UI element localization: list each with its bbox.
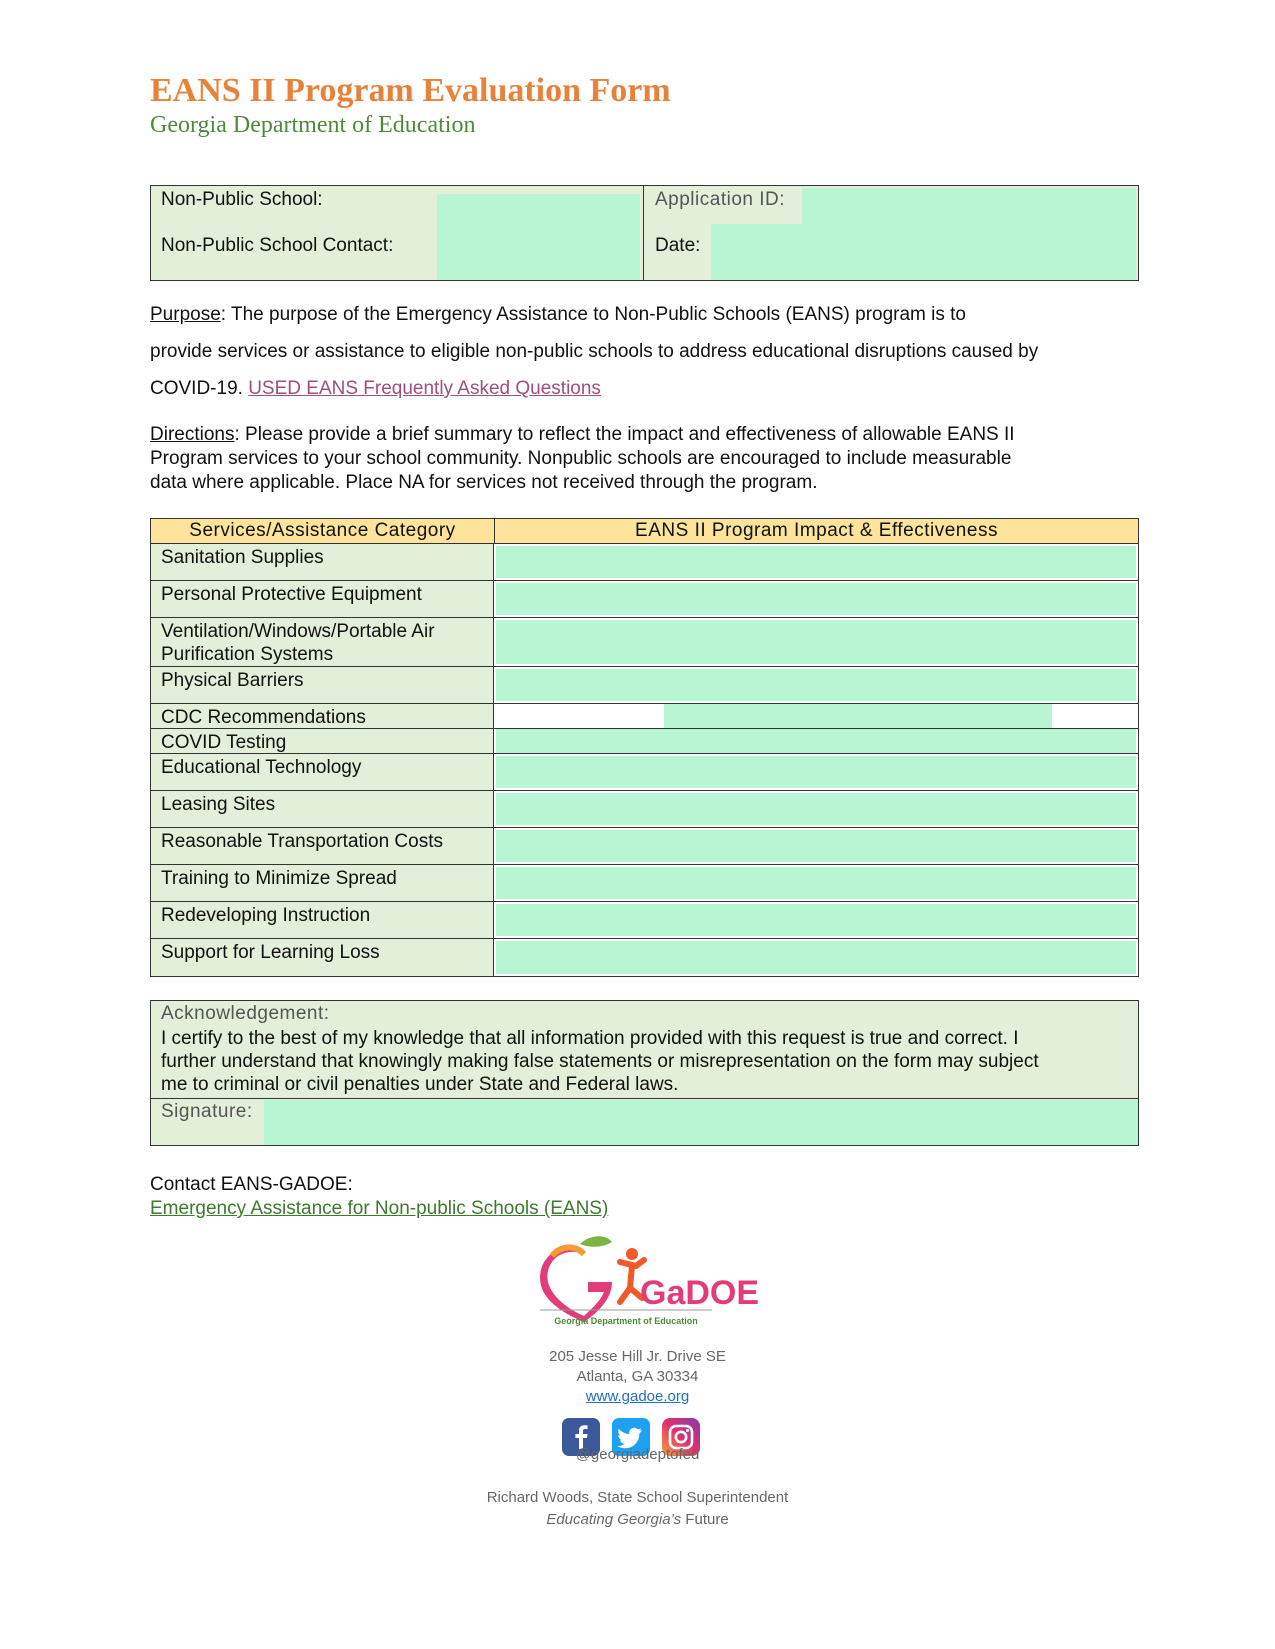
impact-input[interactable] [496,793,1136,825]
table-row [151,667,1138,704]
table-row [151,791,1138,828]
info-box-divider [643,186,644,280]
social-handle: @georgiadeptofed [575,1446,700,1463]
impact-input[interactable] [496,669,1136,701]
eans-contact-link[interactable]: Emergency Assistance for Non-public Schools (EANS) [150,1198,609,1219]
category-cell [151,618,494,666]
acknowledgement-text [161,1027,1039,1096]
used-eans-faq-link[interactable]: USED EANS Frequently Asked Questions [248,378,601,399]
category-label: Leasing Sites [161,794,276,815]
purpose-label: Purpose [150,304,221,325]
table-row [151,939,1138,976]
table-row [151,902,1138,939]
category-label-line-2: Purification Systems [161,644,334,665]
form-subtitle: Georgia Department of Education [150,112,476,138]
services-table-header [151,519,1138,544]
gadoe-logo [540,1232,760,1332]
impact-input[interactable] [496,729,1136,753]
services-table [150,518,1139,977]
directions-paragraph [150,423,1140,495]
acknowledgement-divider [151,1098,1138,1099]
signature-field[interactable] [264,1100,1138,1145]
form-title: EANS II Program Evaluation Form [150,72,671,109]
category-cell [151,544,494,580]
table-row [151,828,1138,865]
contact-label: Non-Public School Contact: [161,235,394,256]
purpose-line-2: provide services or assistance to eligible non-public schools to address educational disruptions caused by [150,341,1039,362]
table-row [151,865,1138,902]
directions-line-2: Program services to your school community. Nonpublic schools are encouraged to include measurable [150,448,1012,469]
purpose-line-1: : The purpose of the Emergency Assistance to Non-Public Schools (EANS) program is to [220,304,967,325]
impact-input[interactable] [496,904,1136,936]
website-link[interactable]: www.gadoe.org [585,1388,690,1405]
date-field[interactable] [711,224,1136,280]
school-info-box [150,185,1139,281]
contact-section [150,1173,608,1221]
category-cell [151,828,494,864]
logo-text: GaDOE [640,1274,760,1312]
impact-input[interactable] [496,583,1136,615]
gadoe-logo-graphic [540,1232,760,1332]
directions-line-1: : Please provide a brief summary to reflect the impact and effectiveness of allowable EANS II [234,424,1015,445]
impact-input[interactable] [664,704,1052,728]
acknowledgement-line-2: further understand that knowingly making false statements or misrepresentation on the form may subject [161,1051,1039,1072]
category-cell [151,791,494,827]
application-id-field[interactable] [802,188,1136,224]
acknowledgement-line-1: I certify to the best of my knowledge that all information provided with this request is true and correct. I [161,1028,1019,1049]
category-cell [151,729,494,753]
application-id-label: Application ID: [655,189,786,210]
motto [0,1509,1275,1531]
logo-tagline: Georgia Department of Education [554,1316,698,1326]
purpose-paragraph [150,296,1140,407]
category-label: COVID Testing [161,732,287,753]
date-label: Date: [655,235,701,256]
impact-input[interactable] [496,620,1136,664]
table-row [151,729,1138,754]
category-cell [151,704,494,728]
address-block [0,1347,1275,1407]
directions-label: Directions [150,424,235,445]
table-row [151,544,1138,581]
school-name-field[interactable] [437,194,640,280]
category-cell [151,902,494,938]
category-label: Physical Barriers [161,670,304,691]
category-label: Educational Technology [161,757,362,778]
category-cell [151,939,494,976]
impact-input[interactable] [496,941,1136,974]
contact-label: Contact EANS-GADOE: [150,1174,353,1195]
motto-rest: Future [681,1511,729,1528]
category-label: Redeveloping Instruction [161,905,371,926]
category-label: Training to Minimize Spread [161,868,397,889]
impact-input[interactable] [496,830,1136,862]
acknowledgement-label: Acknowledgement: [161,1003,330,1024]
table-row [151,704,1138,729]
acknowledgement-box [150,1000,1139,1146]
acknowledgement-line-3: me to criminal or civil penalties under State and Federal laws. [161,1074,679,1095]
school-label: Non-Public School: [161,189,323,210]
category-label: Reasonable Transportation Costs [161,831,443,852]
superintendent-block [0,1487,1275,1531]
motto-italic: Educating Georgia’s [546,1511,682,1528]
category-cell [151,667,494,703]
category-label: Personal Protective Equipment [161,584,422,605]
impact-input[interactable] [496,867,1136,899]
table-row [151,618,1138,667]
superintendent-name: Richard Woods, State School Superintendent [486,1489,789,1506]
category-label: Ventilation/Windows/Portable Air [161,621,435,642]
category-label: Support for Learning Loss [161,942,380,963]
category-column-header: Services/Assistance Category [151,519,495,543]
purpose-line-3: COVID-19. [150,378,249,399]
category-label: Sanitation Supplies [161,547,324,568]
impact-input[interactable] [496,756,1136,788]
category-cell [151,865,494,901]
category-cell [151,754,494,790]
category-cell [151,581,494,617]
impact-input[interactable] [496,546,1136,578]
table-row [151,754,1138,791]
signature-label: Signature: [161,1101,253,1122]
table-row [151,581,1138,618]
impact-column-header: EANS II Program Impact & Effectiveness [635,520,998,541]
address-line-2: Atlanta, GA 30334 [576,1368,699,1385]
directions-line-3: data where applicable. Place NA for services not received through the program. [150,472,818,493]
category-label: CDC Recommendations [161,707,366,728]
address-line-1: 205 Jesse Hill Jr. Drive SE [549,1348,726,1365]
